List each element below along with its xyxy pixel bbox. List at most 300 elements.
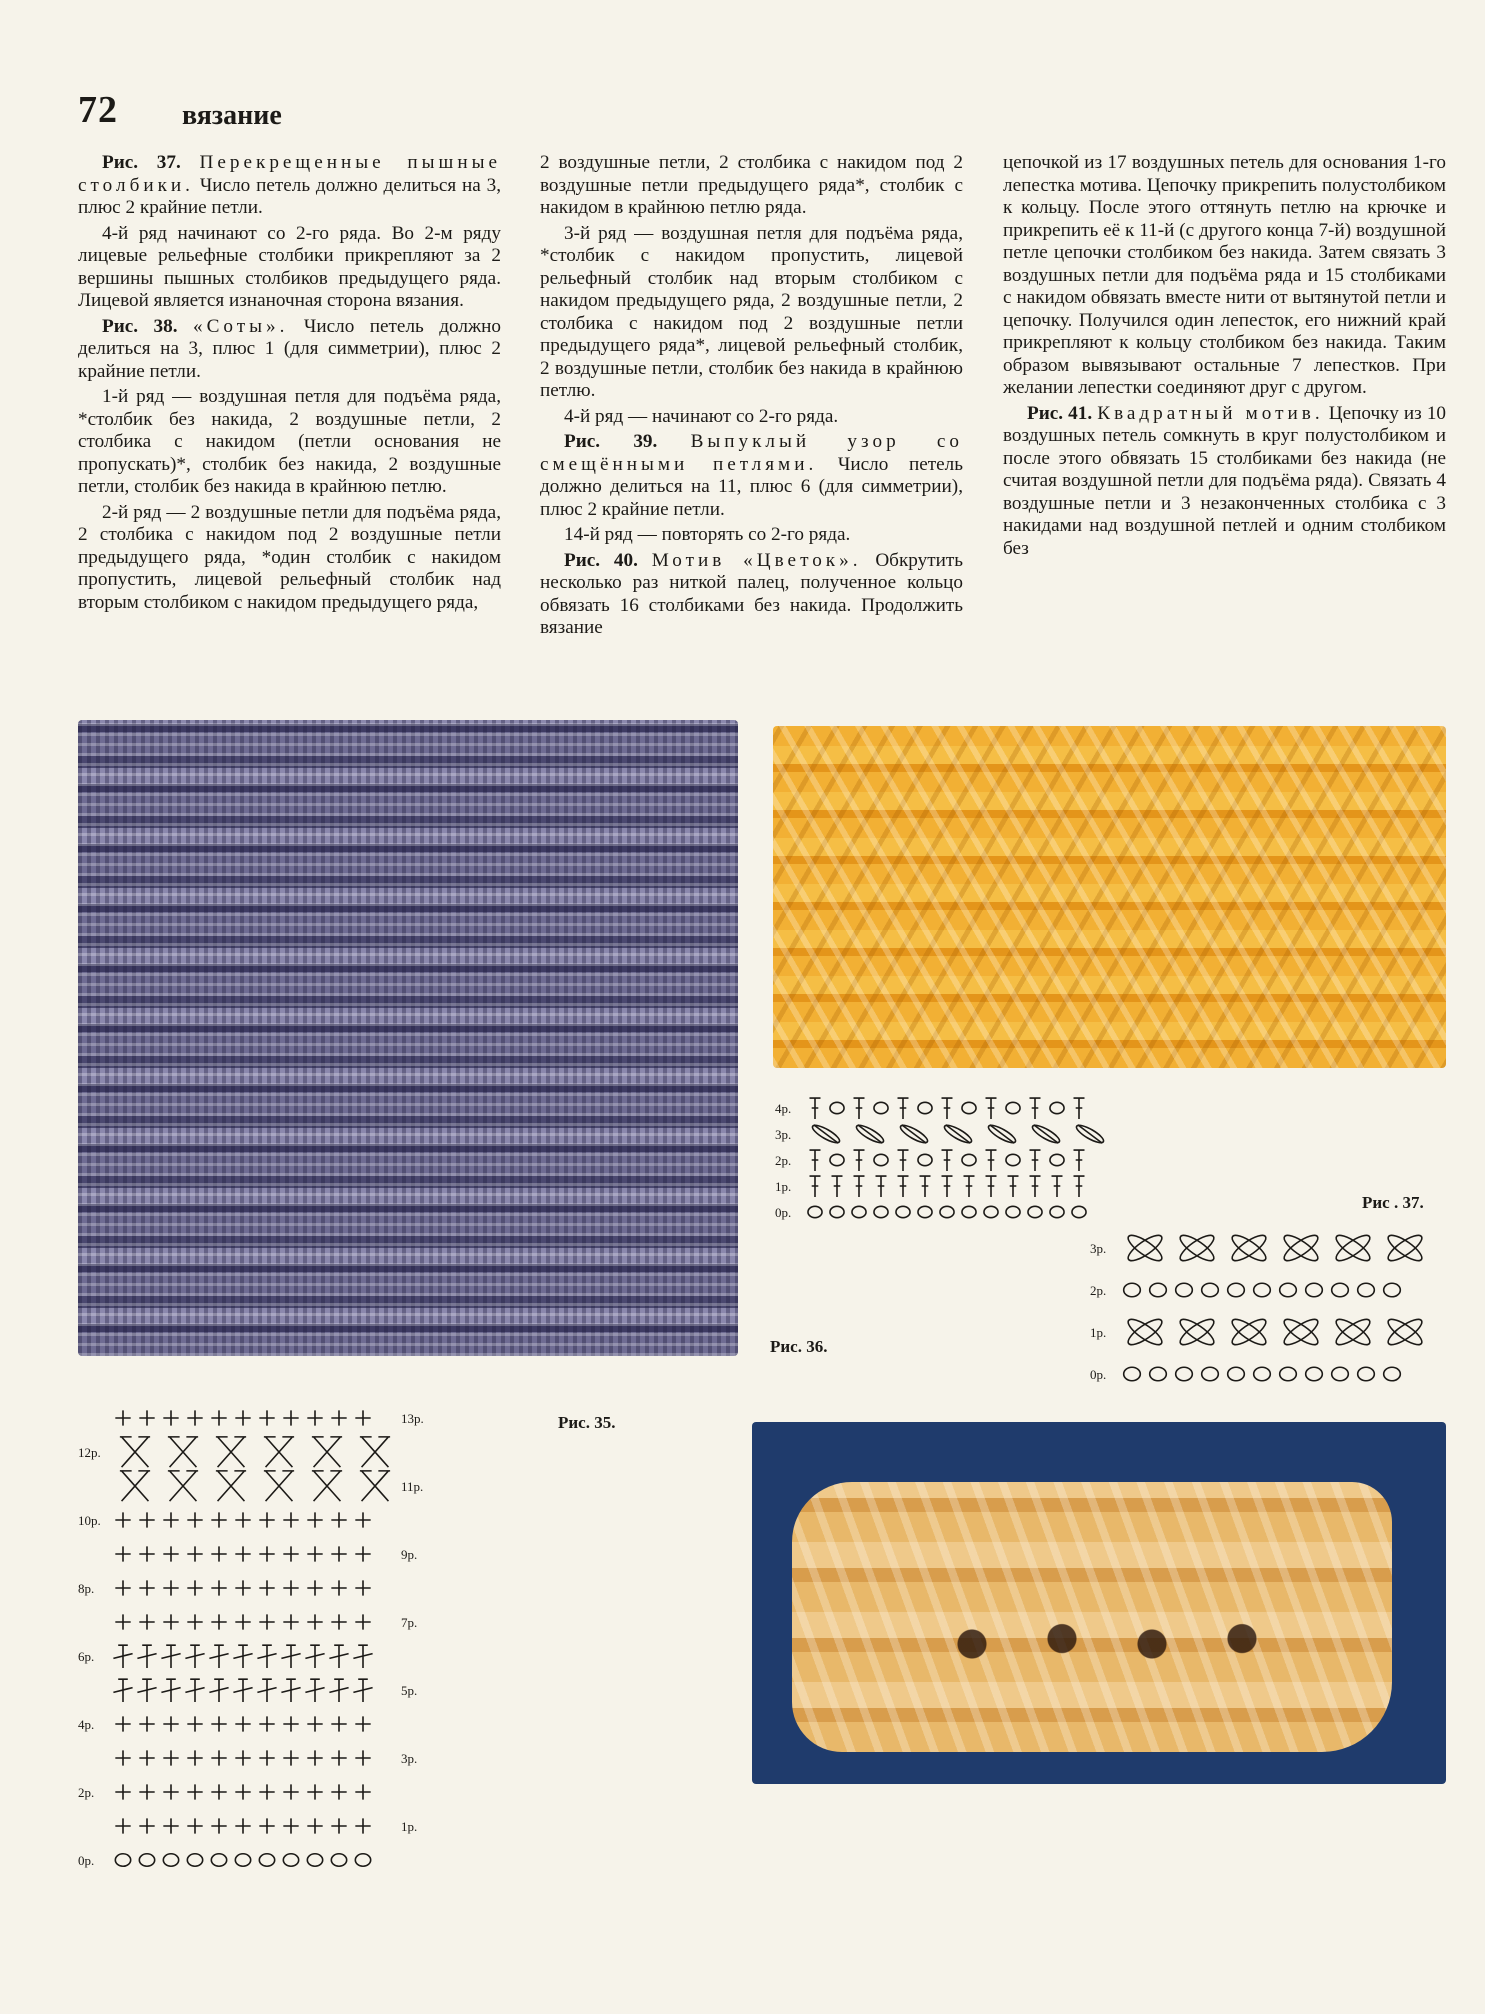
row-label: 2р.: [775, 1153, 792, 1168]
puff-stitch-symbol: [1281, 1231, 1321, 1265]
single-crochet-symbol: [283, 1818, 298, 1833]
chain-stitch-symbol: [808, 1206, 822, 1217]
pattern-name: Перекрещенные пышные столбики.: [78, 152, 501, 196]
paragraph: [1003, 403, 1446, 561]
puff-stitch-symbol: [1281, 1315, 1321, 1349]
chain-stitch-symbol: [1228, 1367, 1245, 1381]
chain-stitch-symbol: [918, 1102, 932, 1113]
single-crochet-symbol: [235, 1750, 250, 1765]
single-crochet-symbol: [211, 1512, 226, 1527]
single-crochet-symbol: [235, 1546, 250, 1561]
single-crochet-symbol: [139, 1614, 154, 1629]
paragraph: [540, 431, 963, 521]
chain-stitch-symbol: [896, 1206, 910, 1217]
figure-label: Рис. 37.: [102, 152, 181, 173]
single-crochet-symbol: [139, 1750, 154, 1765]
chain-stitch-symbol: [1280, 1367, 1297, 1381]
chain-stitch-symbol: [830, 1154, 844, 1165]
chain-stitch-symbol: [874, 1102, 888, 1113]
shifted-stitch-symbol: [137, 1645, 156, 1668]
single-crochet-symbol: [187, 1716, 202, 1731]
paragraph-text: Число петель должно делиться на 3, плюс 1 (для симметрии), плюс 2 крайние петли.: [78, 315, 502, 382]
puff-stitch-symbol: [1281, 1231, 1321, 1265]
chain-stitch-symbol: [1050, 1154, 1064, 1165]
page-number: 72: [78, 89, 118, 131]
chain-stitch-symbol: [1384, 1283, 1401, 1297]
chain-stitch-symbol: [852, 1206, 866, 1217]
single-crochet-symbol: [283, 1716, 298, 1731]
single-crochet-symbol: [307, 1818, 322, 1833]
puff-stitch-symbol: [1229, 1231, 1269, 1265]
single-crochet-symbol: [115, 1512, 130, 1527]
crossed-stitch-symbol: [216, 1471, 246, 1501]
row-label: 1р.: [775, 1179, 792, 1194]
chain-stitch-symbol: [1028, 1206, 1042, 1217]
single-crochet-symbol: [211, 1546, 226, 1561]
single-crochet-symbol: [283, 1750, 298, 1765]
chain-stitch-symbol: [1306, 1283, 1323, 1297]
double-crochet-symbol: [1030, 1150, 1041, 1171]
single-crochet-symbol: [259, 1818, 274, 1833]
paragraph: 2 воздушные петли, 2 столбика с накидом под 2 воздушные петли предыдущего ряда*, столбик с накидом в крайнюю петлю ряда.: [540, 152, 963, 218]
single-crochet-symbol: [331, 1614, 346, 1629]
crossed-stitch-symbol: [360, 1471, 390, 1501]
crossed-stitch-symbol: [312, 1437, 342, 1467]
single-crochet-symbol: [187, 1580, 202, 1595]
chain-stitch-symbol: [962, 1102, 976, 1113]
crossed-stitch-symbol: [168, 1471, 198, 1501]
shifted-stitch-symbol: [113, 1645, 132, 1668]
single-crochet-symbol: [283, 1784, 298, 1799]
chain-stitch-symbol: [962, 1154, 976, 1165]
puff-stitch-symbol: [1177, 1315, 1217, 1349]
single-crochet-symbol: [139, 1546, 154, 1561]
single-crochet-symbol: [211, 1784, 226, 1799]
double-crochet-symbol: [1030, 1098, 1041, 1119]
single-crochet-symbol: [139, 1410, 154, 1425]
row-label: 9р.: [401, 1547, 418, 1562]
single-crochet-symbol: [331, 1716, 346, 1731]
shifted-stitch-symbol: [137, 1679, 156, 1702]
row-label: 4р.: [78, 1717, 95, 1732]
shifted-stitch-symbol: [161, 1645, 180, 1668]
shifted-stitch-symbol: [329, 1645, 348, 1668]
row-label: 7р.: [401, 1615, 418, 1630]
shifted-stitch-symbol: [233, 1645, 252, 1668]
double-crochet-symbol: [1074, 1098, 1085, 1119]
double-crochet-symbol: [986, 1176, 997, 1197]
puff-stitch-symbol: [1177, 1231, 1217, 1265]
puff-stitch-symbol: [1229, 1315, 1269, 1349]
single-crochet-symbol: [115, 1818, 130, 1833]
single-crochet-symbol: [259, 1512, 274, 1527]
single-crochet-symbol: [355, 1512, 370, 1527]
double-crochet-symbol: [986, 1150, 997, 1171]
single-crochet-symbol: [187, 1784, 202, 1799]
crossed-stitch-symbol: [120, 1471, 150, 1501]
single-crochet-symbol: [115, 1580, 130, 1595]
section-title: вязание: [182, 100, 282, 131]
single-crochet-symbol: [115, 1410, 130, 1425]
double-crochet-symbol: [1052, 1176, 1063, 1197]
single-crochet-symbol: [331, 1750, 346, 1765]
shifted-stitch-symbol: [353, 1645, 372, 1668]
chain-stitch-symbol: [874, 1154, 888, 1165]
shifted-stitch-symbol: [281, 1679, 300, 1702]
single-crochet-symbol: [139, 1716, 154, 1731]
row-label: 1р.: [1090, 1325, 1107, 1340]
single-crochet-symbol: [307, 1750, 322, 1765]
puff-stitch-symbol: [1177, 1231, 1217, 1265]
double-crochet-symbol: [920, 1176, 931, 1197]
paragraph: 14-й ряд — повторять со 2-го ряда.: [564, 524, 851, 545]
figure-label: Рис. 38.: [102, 315, 178, 337]
row-label: 3р.: [775, 1127, 792, 1142]
chain-stitch-symbol: [874, 1206, 888, 1217]
caption-fig35: Рис. 35.: [558, 1413, 616, 1432]
shifted-stitch-symbol: [305, 1679, 324, 1702]
single-crochet-symbol: [331, 1512, 346, 1527]
chain-stitch-symbol: [1228, 1283, 1245, 1297]
crossed-stitch-symbol: [120, 1437, 150, 1467]
puff-stitch-symbol: [1125, 1315, 1165, 1349]
double-crochet-symbol: [810, 1098, 821, 1119]
single-crochet-symbol: [187, 1818, 202, 1833]
chain-stitch-symbol: [1202, 1283, 1219, 1297]
chain-stitch-symbol: [1332, 1367, 1349, 1381]
chain-stitch-symbol: [1072, 1206, 1086, 1217]
text-column-1: [78, 152, 501, 617]
shifted-stitch-symbol: [353, 1679, 372, 1702]
chain-stitch-symbol: [211, 1854, 226, 1866]
paragraph: 3-й ряд — воздушная петля для подъёма ряда, *столбик с накидом пропустить, лицевой рельефный столбик над вторым столбиком с накидом предыдущего ряда, 2 воздушные петли, 2 столбика с накидом под 2 воздушные петли предыдущего ряда*, лицевой рельефный столбик, 2 воздушные петли, столбик без накида в крайнюю петлю.: [540, 222, 963, 401]
paragraph: 2-й ряд — 2 воздушные петли для подъёма ряда, 2 столбика с накидом под 2 воздушные петли предыдущего ряда, *один столбик с накидом пропустить, лицевой рельефный столбик над вторым столбиком с накидом предыдущего ряда,: [78, 501, 501, 613]
chain-stitch-symbol: [1176, 1283, 1193, 1297]
single-crochet-symbol: [331, 1546, 346, 1561]
single-crochet-symbol: [331, 1784, 346, 1799]
puff-stitch-symbol: [1281, 1315, 1321, 1349]
caption-fig36: Рис. 36.: [770, 1337, 828, 1356]
double-crochet-symbol: [942, 1150, 953, 1171]
chain-stitch-symbol: [1202, 1367, 1219, 1381]
row-label: 5р.: [401, 1683, 418, 1698]
double-crochet-symbol: [876, 1176, 887, 1197]
crossed-stitch-symbol: [216, 1437, 246, 1467]
paragraph: цепочкой из 17 воздушных петель для основания 1-го лепестка мотива. Цепочку прикрепить полустолбиком к кольцу. После этого оттянуть петлю на крючке и прикрепить её к 11-й (с другого конца 7-й) воздушной петле цепочки столбиком без накида. Затем связать 3 воздушных петли для подъёма ряда и 15 столбиками с накидом обвязать вместе нити от вытянутой петли и цепочку. Получился один лепесток, его нижний край прикрепляют к кольцу столбиком без накида. Таким образом вывязывают остальные 7 лепестков. При желании лепестки соединяют друг с другом.: [1003, 152, 1446, 398]
chain-stitch-symbol: [1124, 1283, 1141, 1297]
single-crochet-symbol: [163, 1410, 178, 1425]
crochet-diagram-fig35: [78, 1404, 508, 1904]
row-label: 10р.: [78, 1513, 101, 1528]
row-label: 12р.: [78, 1445, 101, 1460]
single-crochet-symbol: [259, 1716, 274, 1731]
chain-stitch-symbol: [283, 1854, 298, 1866]
row-label: 11р.: [401, 1479, 424, 1494]
chain-stitch-symbol: [1280, 1283, 1297, 1297]
single-crochet-symbol: [115, 1614, 130, 1629]
single-crochet-symbol: [355, 1818, 370, 1833]
paragraph-text: Обкрутить несколько раз ниткой палец, полученное кольцо обвязать 16 столбиками без накида. Продолжить вязание: [540, 549, 963, 638]
single-crochet-symbol: [355, 1546, 370, 1561]
single-crochet-symbol: [187, 1410, 202, 1425]
single-crochet-symbol: [115, 1750, 130, 1765]
single-crochet-symbol: [163, 1750, 178, 1765]
pattern-name: Квадратный мотив.: [1097, 402, 1324, 424]
double-crochet-symbol: [810, 1176, 821, 1197]
single-crochet-symbol: [283, 1580, 298, 1595]
shifted-stitch-symbol: [233, 1679, 252, 1702]
chain-stitch-symbol: [307, 1854, 322, 1866]
chain-stitch-symbol: [1176, 1367, 1193, 1381]
paragraph-text: Цепочку из 10 воздушных петель сомкнуть в круг полустолбиком и после этого обвязать 15 столбиками без накида (не считая воздушной петли для подъёма ряда). Связать 4 воздушные петли и 3 незаконченных столбика с 3 накидами над воздушной петлей и одним столбиком без: [1003, 402, 1447, 559]
double-crochet-symbol: [810, 1150, 821, 1171]
figure-label: Рис. 41.: [1027, 402, 1093, 424]
shifted-stitch-symbol: [329, 1679, 348, 1702]
shifted-stitch-symbol: [113, 1679, 132, 1702]
single-crochet-symbol: [187, 1546, 202, 1561]
chain-stitch-symbol: [830, 1102, 844, 1113]
double-crochet-symbol: [986, 1098, 997, 1119]
chain-stitch-symbol: [187, 1854, 202, 1866]
pattern-name: Выпуклый узор со смещёнными петлями.: [540, 431, 964, 475]
paragraph: 1-й ряд — воздушная петля для подъёма ряда, *столбик без накида, 2 воздушные петли, 2 столбика с накидом (петли основания не пропускать)*, столбик без накида, 2 воздушные петли, столбик без накида в крайнюю петлю.: [78, 386, 501, 497]
paragraph: 4-й ряд — начинают со 2-го ряда.: [564, 405, 839, 427]
single-crochet-symbol: [259, 1580, 274, 1595]
single-crochet-symbol: [163, 1512, 178, 1527]
puff-stitch-symbol: [1125, 1231, 1165, 1265]
double-crochet-symbol: [854, 1176, 865, 1197]
single-crochet-symbol: [283, 1614, 298, 1629]
crossed-stitch-symbol: [168, 1437, 198, 1467]
row-label: 6р.: [78, 1649, 95, 1664]
chain-stitch-symbol: [918, 1206, 932, 1217]
chain-stitch-symbol: [1124, 1367, 1141, 1381]
crochet-diagram-fig37: [1090, 1228, 1450, 1398]
chain-stitch-symbol: [1332, 1283, 1349, 1297]
single-crochet-symbol: [211, 1410, 226, 1425]
single-crochet-symbol: [235, 1410, 250, 1425]
single-crochet-symbol: [163, 1614, 178, 1629]
shifted-stitch-symbol: [209, 1645, 228, 1668]
single-crochet-symbol: [307, 1546, 322, 1561]
chain-stitch-symbol: [962, 1206, 976, 1217]
paragraph-text: Число петель должно делиться на 3, плюс 2 крайние петли.: [78, 174, 502, 218]
single-crochet-symbol: [355, 1580, 370, 1595]
single-crochet-symbol: [115, 1784, 130, 1799]
row-label: 4р.: [775, 1101, 792, 1116]
single-crochet-symbol: [259, 1614, 274, 1629]
single-crochet-symbol: [355, 1750, 370, 1765]
chain-stitch-symbol: [918, 1154, 932, 1165]
text-column-3: [1003, 152, 1446, 563]
single-crochet-symbol: [235, 1614, 250, 1629]
row-label: 0р.: [1090, 1367, 1107, 1382]
single-crochet-symbol: [307, 1784, 322, 1799]
crossed-stitch-symbol: [360, 1437, 390, 1467]
single-crochet-symbol: [331, 1410, 346, 1425]
single-crochet-symbol: [115, 1716, 130, 1731]
chain-stitch-symbol: [1306, 1367, 1323, 1381]
pattern-name: «Соты».: [193, 315, 289, 337]
row-label: 2р.: [1090, 1283, 1107, 1298]
row-label: 1р.: [401, 1819, 418, 1834]
shifted-stitch-symbol: [257, 1679, 276, 1702]
single-crochet-symbol: [163, 1580, 178, 1595]
single-crochet-symbol: [139, 1818, 154, 1833]
single-crochet-symbol: [235, 1580, 250, 1595]
puff-stitch-symbol: [1385, 1315, 1425, 1349]
double-crochet-symbol: [854, 1098, 865, 1119]
crossed-stitch-symbol: [264, 1471, 294, 1501]
double-crochet-symbol: [1030, 1176, 1041, 1197]
double-crochet-symbol: [1008, 1176, 1019, 1197]
single-crochet-symbol: [187, 1614, 202, 1629]
paragraph: 4-й ряд начинают со 2-го ряда. Во 2-м ряду лицевые рельефные столбики прикрепляют за 2 вершины пышных столбиков предыдущего ряда. Лицевой является изнаночная сторона вязания.: [78, 222, 501, 311]
chain-stitch-symbol: [1384, 1367, 1401, 1381]
single-crochet-symbol: [307, 1580, 322, 1595]
knitting-photo-purple: [78, 720, 738, 1356]
paragraph: [78, 316, 501, 384]
caption-fig37: Рис . 37.: [1362, 1193, 1424, 1212]
single-crochet-symbol: [283, 1410, 298, 1425]
row-label: 0р.: [775, 1205, 792, 1220]
single-crochet-symbol: [259, 1784, 274, 1799]
double-crochet-symbol: [1074, 1150, 1085, 1171]
shifted-stitch-symbol: [185, 1679, 204, 1702]
chain-stitch-symbol: [1006, 1102, 1020, 1113]
chain-stitch-symbol: [139, 1854, 154, 1866]
single-crochet-symbol: [187, 1512, 202, 1527]
row-label: 8р.: [78, 1581, 95, 1596]
row-label: 2р.: [78, 1785, 95, 1800]
single-crochet-symbol: [283, 1512, 298, 1527]
single-crochet-symbol: [139, 1512, 154, 1527]
chain-stitch-symbol: [163, 1854, 178, 1866]
row-label: 3р.: [1090, 1241, 1107, 1256]
chain-stitch-symbol: [1358, 1283, 1375, 1297]
figure-label: Рис. 40.: [564, 549, 638, 571]
single-crochet-symbol: [211, 1818, 226, 1833]
paragraph: [78, 152, 501, 220]
single-crochet-symbol: [211, 1614, 226, 1629]
text-column-2: [540, 152, 963, 643]
single-crochet-symbol: [355, 1716, 370, 1731]
single-crochet-symbol: [307, 1410, 322, 1425]
figure-label: Рис. 39.: [564, 431, 658, 452]
single-crochet-symbol: [235, 1784, 250, 1799]
single-crochet-symbol: [259, 1410, 274, 1425]
single-crochet-symbol: [283, 1546, 298, 1561]
shifted-stitch-symbol: [281, 1645, 300, 1668]
shifted-stitch-symbol: [257, 1645, 276, 1668]
chain-stitch-symbol: [1006, 1154, 1020, 1165]
shifted-stitch-symbol: [185, 1645, 204, 1668]
crochet-diagram-fig36: [775, 1092, 1105, 1242]
chain-stitch-symbol: [1150, 1367, 1167, 1381]
chain-stitch-symbol: [830, 1206, 844, 1217]
puff-stitch-symbol: [1333, 1231, 1373, 1265]
paragraph-text: Число петель должно делиться на 11, плюс 6 (для симметрии), плюс 2 крайние петли.: [540, 453, 964, 520]
chain-stitch-symbol: [115, 1854, 130, 1866]
puff-stitch-symbol: [1385, 1315, 1425, 1349]
shifted-stitch-symbol: [161, 1679, 180, 1702]
single-crochet-symbol: [355, 1614, 370, 1629]
single-crochet-symbol: [187, 1750, 202, 1765]
chain-stitch-symbol: [355, 1854, 370, 1866]
row-label: 3р.: [401, 1751, 418, 1766]
row-label: 0р.: [78, 1853, 95, 1868]
puff-stitch-symbol: [1385, 1231, 1425, 1265]
single-crochet-symbol: [139, 1784, 154, 1799]
shifted-stitch-symbol: [305, 1645, 324, 1668]
puff-stitch-symbol: [1125, 1315, 1165, 1349]
double-crochet-symbol: [854, 1150, 865, 1171]
puff-stitch-symbol: [1333, 1315, 1373, 1349]
chain-stitch-symbol: [1050, 1206, 1064, 1217]
single-crochet-symbol: [307, 1512, 322, 1527]
chain-stitch-symbol: [1150, 1283, 1167, 1297]
yarn-swatch: [792, 1482, 1392, 1752]
single-crochet-symbol: [355, 1784, 370, 1799]
double-crochet-symbol: [942, 1098, 953, 1119]
chain-stitch-symbol: [1254, 1283, 1271, 1297]
puff-stitch-symbol: [1333, 1231, 1373, 1265]
double-crochet-symbol: [1074, 1176, 1085, 1197]
pattern-name: Мотив «Цветок».: [651, 549, 862, 571]
chain-stitch-symbol: [259, 1854, 274, 1866]
chain-stitch-symbol: [1050, 1102, 1064, 1113]
single-crochet-symbol: [331, 1580, 346, 1595]
single-crochet-symbol: [211, 1716, 226, 1731]
chain-stitch-symbol: [1358, 1367, 1375, 1381]
single-crochet-symbol: [115, 1546, 130, 1561]
knitting-photo-yellow: [752, 1422, 1446, 1784]
chain-stitch-symbol: [984, 1206, 998, 1217]
puff-stitch-symbol: [1229, 1231, 1269, 1265]
chain-stitch-symbol: [1254, 1367, 1271, 1381]
puff-stitch-symbol: [1333, 1315, 1373, 1349]
puff-stitch-symbol: [1125, 1231, 1165, 1265]
puff-stitch-symbol: [1385, 1231, 1425, 1265]
single-crochet-symbol: [163, 1818, 178, 1833]
chain-stitch-symbol: [331, 1854, 346, 1866]
single-crochet-symbol: [163, 1784, 178, 1799]
shifted-stitch-symbol: [209, 1679, 228, 1702]
chain-stitch-symbol: [940, 1206, 954, 1217]
paragraph: [540, 550, 963, 640]
double-crochet-symbol: [898, 1150, 909, 1171]
double-crochet-symbol: [832, 1176, 843, 1197]
double-crochet-symbol: [964, 1176, 975, 1197]
single-crochet-symbol: [211, 1580, 226, 1595]
single-crochet-symbol: [259, 1546, 274, 1561]
single-crochet-symbol: [355, 1410, 370, 1425]
single-crochet-symbol: [139, 1580, 154, 1595]
single-crochet-symbol: [259, 1750, 274, 1765]
single-crochet-symbol: [211, 1750, 226, 1765]
crossed-stitch-symbol: [264, 1437, 294, 1467]
double-crochet-symbol: [898, 1176, 909, 1197]
crossed-stitch-symbol: [312, 1471, 342, 1501]
single-crochet-symbol: [307, 1716, 322, 1731]
double-crochet-symbol: [898, 1098, 909, 1119]
single-crochet-symbol: [163, 1546, 178, 1561]
single-crochet-symbol: [235, 1818, 250, 1833]
single-crochet-symbol: [235, 1512, 250, 1527]
chain-stitch-symbol: [1006, 1206, 1020, 1217]
single-crochet-symbol: [331, 1818, 346, 1833]
single-crochet-symbol: [235, 1716, 250, 1731]
